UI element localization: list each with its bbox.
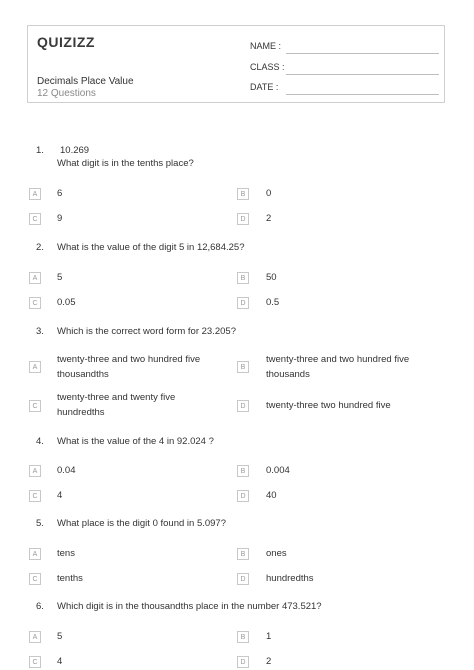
option-d-text: hundredths bbox=[266, 573, 314, 584]
option-c-text: 4 bbox=[57, 490, 63, 501]
option-a-text: tens bbox=[57, 548, 75, 559]
option-a-text: 0.04 bbox=[57, 465, 76, 476]
question-text: Which is the correct word form for 23.205? bbox=[57, 326, 236, 337]
option-c-box[interactable]: C bbox=[29, 656, 41, 668]
option-b-text-line1: twenty-three and two hundred five bbox=[266, 354, 410, 365]
class-label: CLASS : bbox=[250, 62, 285, 72]
option-d-text: twenty-three two hundred five bbox=[266, 400, 391, 411]
option-c-text: 0.05 bbox=[57, 297, 76, 308]
question-text: What digit is in the tenths place? bbox=[57, 158, 194, 169]
worksheet-title: Decimals Place Value bbox=[37, 76, 134, 87]
question-text: What is the value of the digit 5 in 12,684.25? bbox=[57, 242, 245, 253]
name-field[interactable] bbox=[286, 53, 439, 54]
option-b-box[interactable]: B bbox=[237, 188, 249, 200]
option-b-text: 0.004 bbox=[266, 465, 290, 476]
option-a-text-line2: thousandths bbox=[57, 369, 109, 380]
option-a-text: 6 bbox=[57, 188, 63, 199]
question-number: 3. bbox=[36, 326, 44, 337]
option-d-text: 2 bbox=[266, 213, 272, 224]
question-text: What place is the digit 0 found in 5.097? bbox=[57, 518, 227, 529]
option-d-box[interactable]: D bbox=[237, 490, 249, 502]
option-a-box[interactable]: A bbox=[29, 631, 41, 643]
option-b-box[interactable]: B bbox=[237, 272, 249, 284]
question-count: 12 Questions bbox=[37, 88, 96, 99]
option-b-box[interactable]: B bbox=[237, 548, 249, 560]
question-number: 5. bbox=[36, 518, 44, 529]
quizizz-logo: QUIZIZZ bbox=[37, 34, 95, 50]
option-d-text: 2 bbox=[266, 656, 272, 667]
question-number: 6. bbox=[36, 601, 44, 612]
option-d-text: 40 bbox=[266, 490, 277, 501]
option-a-box[interactable]: A bbox=[29, 548, 41, 560]
class-field[interactable] bbox=[286, 74, 439, 75]
worksheet-header bbox=[27, 25, 445, 103]
option-a-text-line1: twenty-three and two hundred five bbox=[57, 354, 201, 365]
option-c-text: tenths bbox=[57, 573, 83, 584]
option-c-box[interactable]: C bbox=[29, 400, 41, 412]
option-b-box[interactable]: B bbox=[237, 631, 249, 643]
option-c-box[interactable]: C bbox=[29, 490, 41, 502]
name-label: NAME : bbox=[250, 41, 282, 51]
option-b-text: ones bbox=[266, 548, 287, 559]
option-a-text: 5 bbox=[57, 631, 63, 642]
option-b-box[interactable]: B bbox=[237, 465, 249, 477]
option-c-text: 4 bbox=[57, 656, 63, 667]
date-field[interactable] bbox=[286, 94, 439, 95]
option-c-text-line1: twenty-three and twenty five bbox=[57, 392, 176, 403]
option-d-box[interactable]: D bbox=[237, 656, 249, 668]
question-number: 2. bbox=[36, 242, 44, 253]
option-a-box[interactable]: A bbox=[29, 188, 41, 200]
question-text: Which digit is in the thousandths place in the number 473.521? bbox=[57, 601, 322, 612]
option-d-box[interactable]: D bbox=[237, 400, 249, 412]
option-a-box[interactable]: A bbox=[29, 361, 41, 373]
option-c-box[interactable]: C bbox=[29, 213, 41, 225]
option-d-box[interactable]: D bbox=[237, 213, 249, 225]
option-b-box[interactable]: B bbox=[237, 361, 249, 373]
option-c-text-line2: hundredths bbox=[57, 407, 105, 418]
option-b-text: 50 bbox=[266, 272, 277, 283]
question-number: 1. bbox=[36, 145, 44, 156]
option-a-text: 5 bbox=[57, 272, 63, 283]
question-prompt: 10.269 bbox=[60, 145, 90, 156]
option-c-text: 9 bbox=[57, 213, 63, 224]
option-b-text-line2: thousands bbox=[266, 369, 310, 380]
date-label: DATE : bbox=[250, 82, 279, 92]
option-a-box[interactable]: A bbox=[29, 465, 41, 477]
option-a-box[interactable]: A bbox=[29, 272, 41, 284]
question-number: 4. bbox=[36, 436, 44, 447]
option-d-box[interactable]: D bbox=[237, 573, 249, 585]
option-d-box[interactable]: D bbox=[237, 297, 249, 309]
option-d-text: 0.5 bbox=[266, 297, 280, 308]
option-b-text: 1 bbox=[266, 631, 272, 642]
option-c-box[interactable]: C bbox=[29, 573, 41, 585]
option-b-text: 0 bbox=[266, 188, 272, 199]
option-c-box[interactable]: C bbox=[29, 297, 41, 309]
question-text: What is the value of the 4 in 92.024 ? bbox=[57, 436, 214, 447]
